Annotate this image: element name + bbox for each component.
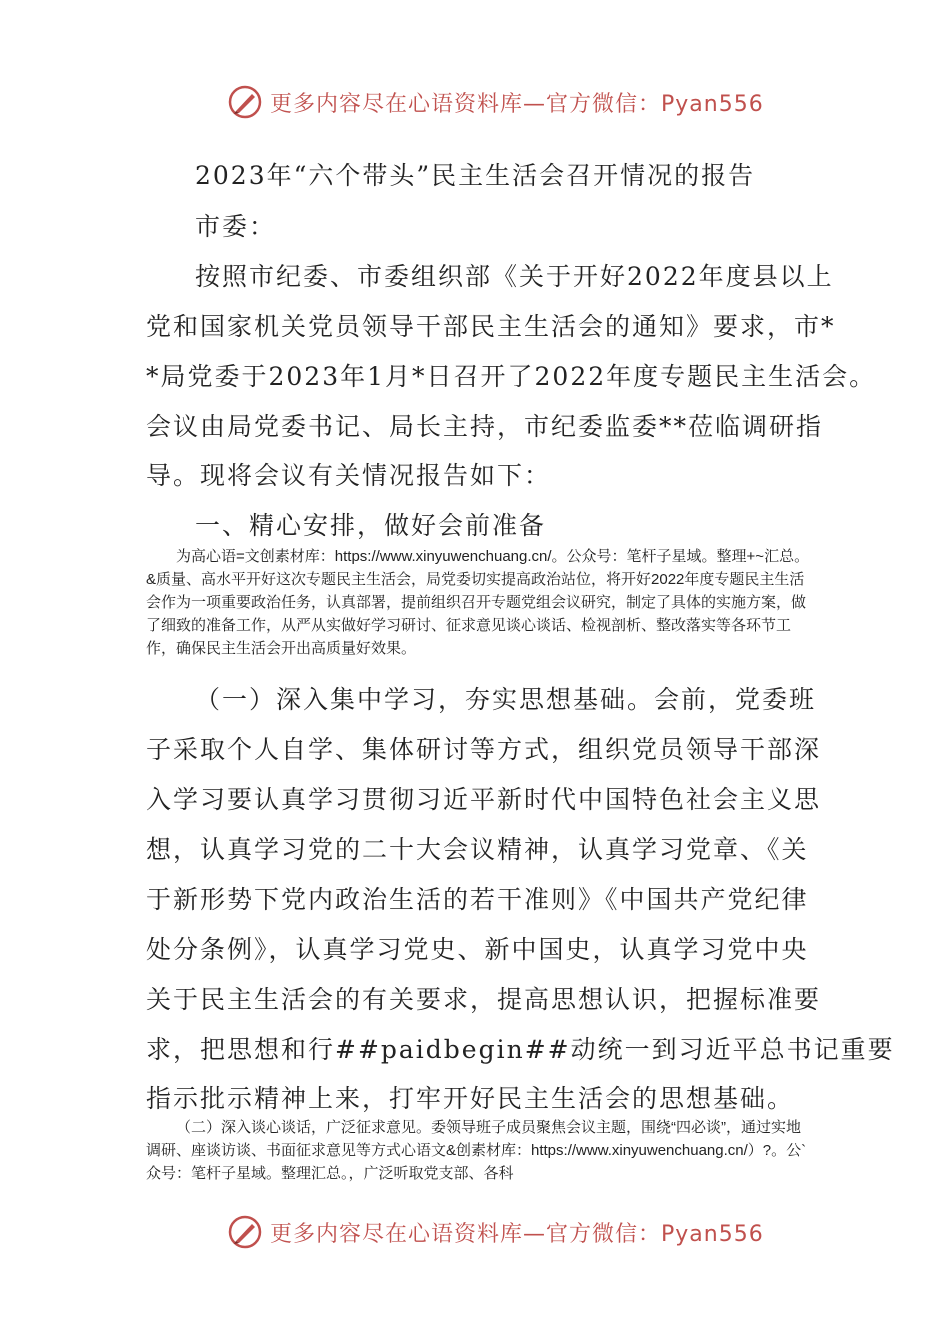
banner-text: 更多内容尽在心语资料库—官方微信：Pyan556 — [270, 1221, 764, 1247]
sub-section-line: 子采取个人自学、集体研讨等方式，组织党员领导干部深 — [146, 735, 822, 764]
intro-line: *局党委于2023年1月*日召开了2022年度专题民主生活会。 — [146, 362, 877, 391]
sub-section-line: 指示批示精神上来，打牢开好民主生活会的思想基础。 — [146, 1084, 795, 1113]
sub-section-line: 求，把思想和行##paidbegin##动统一到习近平总书记重要 — [146, 1035, 895, 1064]
paragraph-text: （二）深入谈心谈话，广泛征求意见。委领导班子成员聚焦会议主题，围绕“四必谈”，通过实地调研、座谈访谈、书面征求意见等方式心语文&创素材库：https://www.xinyuwenchuang.cn/）?。公`众号：笔杆子星域。整理汇总。，广泛听取党支部、各科 — [146, 1119, 807, 1182]
sub-section-line: （一）深入集中学习，夯实思想基础。会前，党委班 — [195, 685, 817, 714]
pen-logo-icon — [228, 1215, 262, 1249]
intro-line: 按照市纪委、市委组织部《关于开好2022年度县以上 — [195, 262, 834, 291]
document-title: 2023年“六个带头”民主生活会召开情况的报告 — [195, 161, 756, 190]
intro-line: 导。现将会议有关情况报告如下： — [146, 461, 552, 490]
sub-section-line: 想，认真学习党的二十大会议精神，认真学习党章、《关 — [146, 835, 809, 864]
sub-section-line: 于新形势下党内政治生活的若干准则》《中国共产党纪律 — [146, 885, 809, 914]
sub-section-line: 关于民主生活会的有关要求，提高思想认识，把握标准要 — [146, 985, 822, 1014]
sub-section-line: 入学习要认真学习贯彻习近平新时代中国特色社会主义思 — [146, 785, 822, 814]
sub-section-paragraph — [146, 1116, 810, 1185]
section-heading: 一、精心安排，做好会前准备 — [195, 511, 547, 540]
header-banner — [228, 80, 788, 124]
wechat-id: Pyan556 — [661, 91, 764, 117]
wechat-id: Pyan556 — [661, 1221, 764, 1247]
intro-line: 党和国家机关党员领导干部民主生活会的通知》要求，市* — [146, 312, 836, 341]
sub-section-line: 处分条例》，认真学习党史、新中国史，认真学习党中央 — [146, 935, 809, 964]
salutation: 市委： — [195, 212, 277, 241]
footer-banner — [228, 1210, 788, 1254]
pen-logo-icon — [228, 85, 262, 119]
banner-text: 更多内容尽在心语资料库—官方微信：Pyan556 — [270, 91, 764, 117]
intro-line: 会议由局党委书记、局长主持，市纪委监委**莅临调研指 — [146, 412, 824, 441]
paragraph-text: 为高心语=文创素材库：https://www.xinyuwenchuang.cn/。公众号：笔杆子星域。整理+~汇总。&质量、高水平开好这次专题民主生活会，局党委切实提高政治站位，将开好2022年度专题民主生活会作为一项重要政治任务，认真部署，提前组织召开专题党组会议研究，制定了具体的实施方案，做了细致的准备工作，从严从实做好学习研讨、征求意见谈心谈话、检视剖析、整改落实等各环节工作，确保民主生活会开出高质量好效果。 — [146, 548, 810, 657]
section-paragraph — [146, 545, 810, 660]
